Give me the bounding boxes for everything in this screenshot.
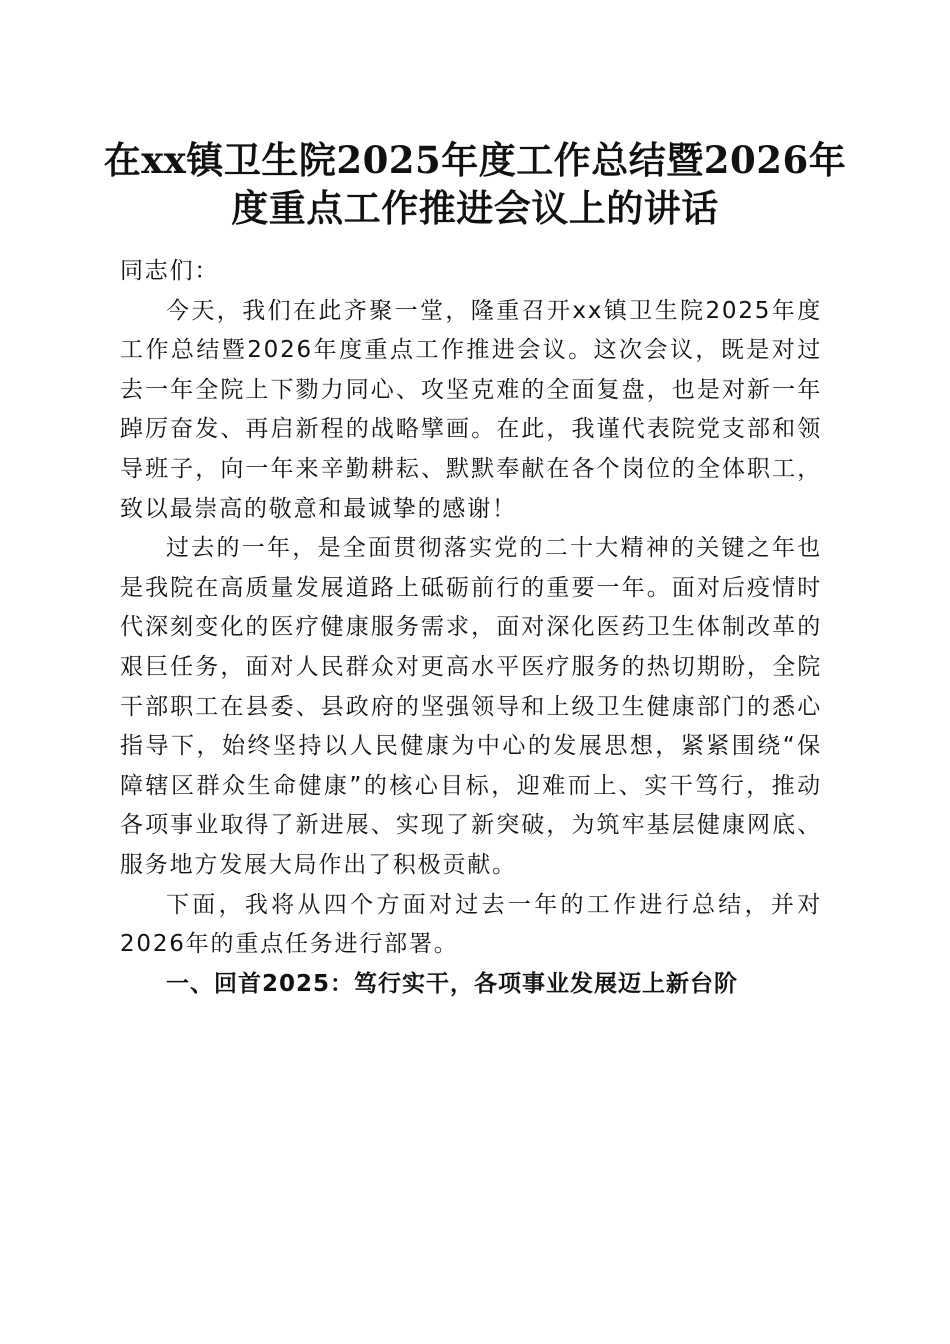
paragraph-outline: 下面，我将从四个方面对过去一年的工作进行总结，并对2026年的重点任务进行部署。 <box>120 891 822 958</box>
paragraph-review: 过去的一年，是全面贯彻落实党的二十大精神的关键之年也是我院在高质量发展道路上砥砺前行的重要一年。面对后疫情时代深刻变化的医疗健康服务需求，面对深化医药卫生体制改革的艰巨任务，面对人民群众对更高水平医疗服务的热切期盼，全院干部职工在县委、县政府的坚强领导和上级卫生健康部门的悉心指导下，始终坚持以人民健康为中心的发展思想，紧紧围绕“保障辖区群众生命健康”的核心目标，迎难而上、实干笃行，推动各项事业取得了新进展、实现了新突破，为筑牢基层健康网底、服务地方发展大局作出了积极贡献。 <box>120 535 822 878</box>
salutation: 同志们： <box>120 258 220 284</box>
document-body <box>120 252 822 1004</box>
document-title <box>100 136 850 232</box>
section-heading: 一、回首2025：笃行实干，各项事业发展迈上新台阶 <box>166 970 739 997</box>
title-line-1: 在xx镇卫生院2025年度工作总结暨2026年 <box>103 138 847 182</box>
paragraph-opening: 今天，我们在此齐聚一堂，隆重召开xx镇卫生院2025年度工作总结暨2026年度重点工作推进会议。这次会议，既是对过去一年全院上下勠力同心、攻坚克难的全面复盘，也是对新一年踔厉奋发、再启新程的战略擘画。在此，我谨代表院党支部和领导班子，向一年来辛勤耕耘、默默奉献在各个岗位的全体职工，致以最崇高的敬意和最诚挚的感谢！ <box>120 297 822 522</box>
title-line-2: 度重点工作推进会议上的讲话 <box>231 186 719 230</box>
